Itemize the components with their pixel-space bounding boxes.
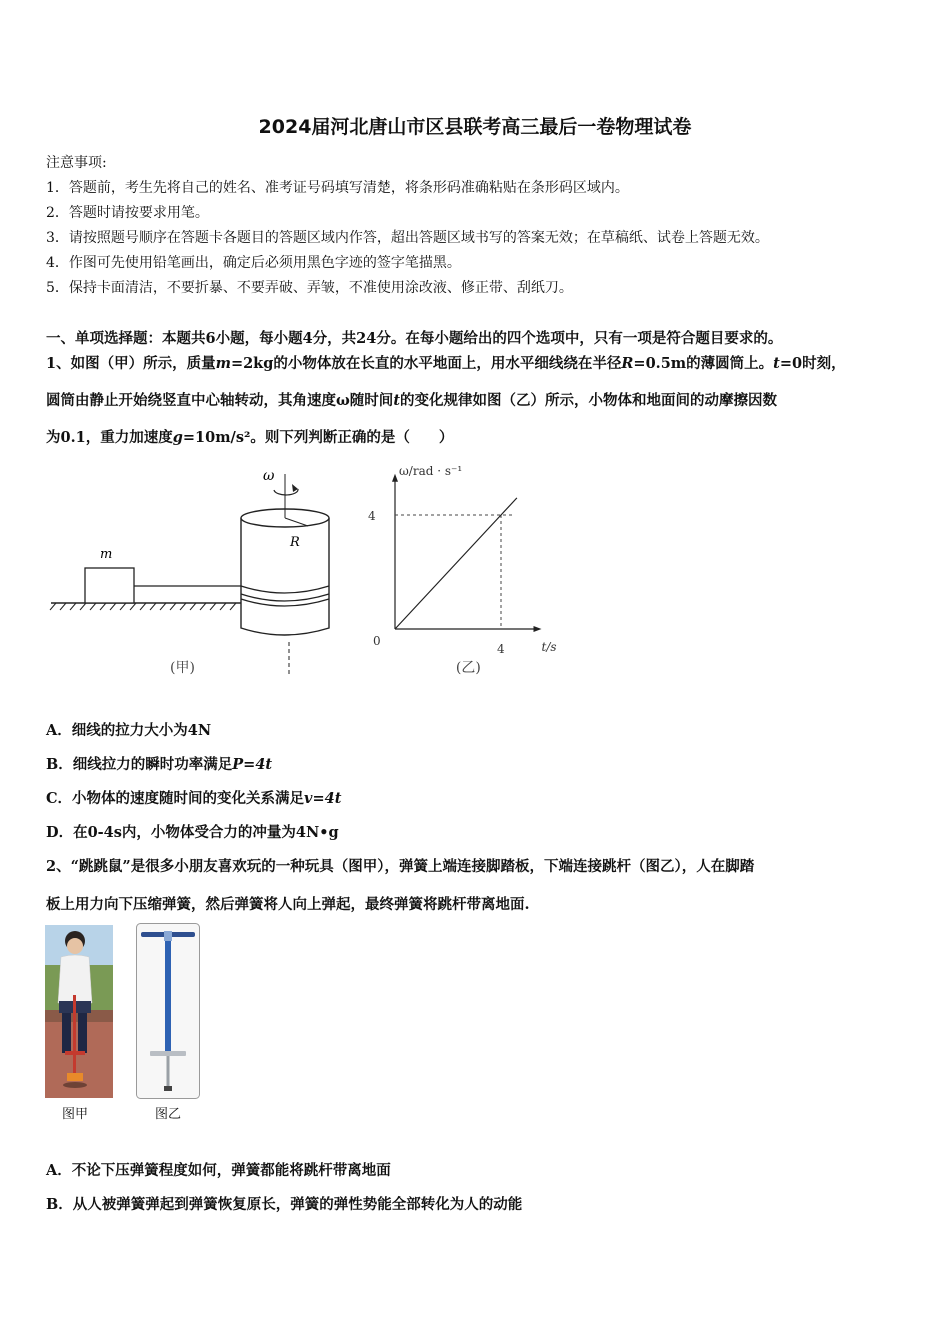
q1-text-e: 圆筒由静止开始绕竖直中心轴转动，其角速度ω随时间 <box>46 392 394 409</box>
photo-b-caption: 图乙 <box>155 1107 182 1122</box>
q1-m-symbol: m <box>215 355 231 372</box>
origin-label: 0 <box>373 634 381 648</box>
q1-text-d: =0时刻， <box>779 355 846 372</box>
q1-option-b-text: B．细线拉力的瞬时功率满足 <box>46 756 233 773</box>
block-m <box>85 568 134 603</box>
q1-option-b-formula: P=4t <box>232 756 273 773</box>
q1-option-a: A．细线的拉力大小为4N <box>46 722 212 739</box>
exam-title: 2024届河北唐山市区县联考高三最后一卷物理试卷 <box>258 116 692 138</box>
q1-option-c <box>46 787 341 808</box>
radius-label: R <box>290 535 300 550</box>
fig-yi-caption: (乙) <box>455 660 481 676</box>
q1-option-c-text: C．小物体的速度随时间的变化关系满足 <box>46 790 305 807</box>
q2-line-2: 板上用力向下压缩弹簧，然后弹簧将人向上弹起，最终弹簧将跳杆带离地面. <box>46 896 530 913</box>
photo-child-pogo <box>45 925 113 1098</box>
q2-line-1: 2、“跳跳鼠”是很多小朋友喜欢玩的一种玩具（图甲），弹簧上端连接脚踏板，下端连接跳杆（图乙），人在脚踏 <box>46 858 755 875</box>
q1-g-symbol: g <box>172 429 183 446</box>
q1-text-g: 为0.1，重力加速度 <box>46 429 173 446</box>
fig-jia-caption: (甲) <box>170 660 195 676</box>
note-item-1: 1．答题前，考生先将自己的姓名、准考证号码填写清楚，将条形码准确粘贴在条形码区域内。 <box>46 180 629 196</box>
q1-text-f: 的变化规律如图（乙）所示，小物体和地面间的动摩擦因数 <box>400 392 778 409</box>
q1-r-symbol: R <box>621 355 634 372</box>
notes-heading: 注意事项: <box>46 155 107 171</box>
q1-text-h: =10m/s²。则下列判断正确的是（ ） <box>182 429 454 446</box>
q1-text-b: =2kg的小物体放在长直的水平地面上，用水平细线绕在半径 <box>230 355 622 372</box>
omega-series-line <box>395 498 517 629</box>
section-heading: 一、单项选择题：本题共6小题，每小题4分，共24分。在每小题给出的四个选项中，只有一项是符合题目要求的。 <box>46 330 783 347</box>
cylinder <box>241 509 329 635</box>
q1-text-a: 1、如图（甲）所示，质量 <box>46 355 216 372</box>
note-item-4: 4．作图可先使用铅笔画出，确定后必须用黑色字迹的签字笔描黑。 <box>46 255 461 271</box>
y-tick-4: 4 <box>368 509 376 523</box>
q1-line-3 <box>46 426 453 447</box>
q1-t-symbol-2: t <box>393 392 401 409</box>
q1-text-c: =0.5m的薄圆筒上。 <box>633 355 774 372</box>
q1-option-b <box>46 753 272 774</box>
x-axis-arrow <box>534 626 542 632</box>
q2-option-a: A．不论下压弹簧程度如何，弹簧都能将跳杆带离地面 <box>46 1162 391 1179</box>
q1-line-2 <box>46 389 777 410</box>
q2-option-b: B．从人被弹簧弹起到弹簧恢复原长，弹簧的弹性势能全部转化为人的动能 <box>46 1196 523 1213</box>
q1-option-d: D．在0-4s内，小物体受合力的冲量为4N•g <box>46 824 339 841</box>
x-tick-4: 4 <box>497 642 505 656</box>
photo-a-caption: 图甲 <box>62 1107 89 1122</box>
photo-pogo-stick <box>136 923 200 1099</box>
ground-hatching <box>50 603 236 610</box>
note-item-2: 2．答题时请按要求用笔。 <box>46 205 209 221</box>
q1-line-1 <box>46 352 846 373</box>
figure-yi-chart <box>355 462 570 687</box>
block-m-label: m <box>100 547 113 562</box>
x-axis-label: t/s <box>541 640 557 654</box>
note-item-5: 5．保持卡面清洁，不要折暴、不要弄破、弄皱，不准使用涂改液、修正带、刮纸刀。 <box>46 280 573 296</box>
q1-t-symbol: t <box>773 355 780 372</box>
figure-jia <box>46 462 346 687</box>
omega-label: ω <box>263 468 275 484</box>
q1-option-c-formula: v=4t <box>304 790 342 807</box>
y-axis-label: ω/rad · s⁻¹ <box>399 463 463 478</box>
note-item-3: 3．请按照题号顺序在答题卡各题目的答题区域内作答，超出答题区域书写的答案无效；在草稿纸、试卷上答题无效。 <box>46 230 769 246</box>
y-axis-arrow <box>392 474 398 482</box>
